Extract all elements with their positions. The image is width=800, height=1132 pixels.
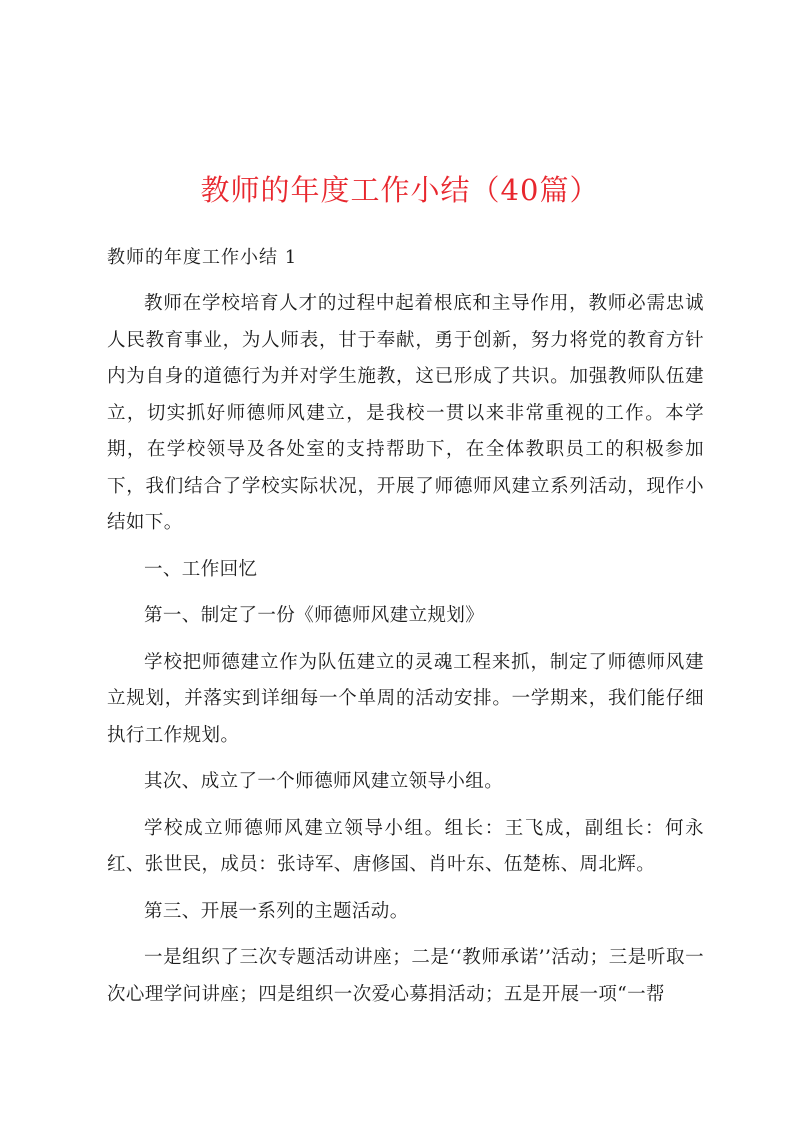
paragraph-intro: 教师在学校培育人才的过程中起着根底和主导作用，教师必需忠诚人民教育事业，为人师表，甘于奉献，勇于创新，努力将党的教育方针内为自身的道德行为并对学生施教，这已形成了共识。加强教师队伍建立，切实抓好师德师风建立，是我校一贯以来非常重视的工作。本学期，在学校领导及各处室的支持帮助下，在全体教职员工的积极参加下，我们结合了学校实际状况，开展了师德师风建立系列活动，现作小结如下。 xyxy=(107,293,704,533)
document-body xyxy=(107,240,704,1013)
heading-third-activities: 第三、开展一系列的主题活动。 xyxy=(144,900,409,922)
section-subtitle: 教师的年度工作小结 1 xyxy=(107,247,298,268)
paragraph-group: 学校成立师德师风建立领导小组。组长：王飞成，副组长：何永红、张世民，成员：张诗军、唐修国、肖叶东、伍楚栋、周北辉。 xyxy=(107,817,704,875)
paragraph-plan: 学校把师德建立作为队伍建立的灵魂工程来抓，制定了师德师风建立规划，并落实到详细每一个单周的活动安排。一学期来，我们能仔细执行工作规划。 xyxy=(107,651,704,746)
heading-work-review: 一、工作回忆 xyxy=(144,558,258,580)
document-title: 教师的年度工作小结（40篇） xyxy=(200,173,600,207)
heading-first-plan: 第一、制定了一份《师德师风建立规划》 xyxy=(144,605,485,626)
paragraph-activities: 一是组织了三次专题活动讲座；二是‘‘教师承诺’’活动；三是听取一次心理学问讲座；四是组织一次爱心募捐活动；五是开展一项“一帮 xyxy=(107,947,704,1005)
heading-second-group: 其次、成立了一个师德师风建立领导小组。 xyxy=(144,771,504,792)
